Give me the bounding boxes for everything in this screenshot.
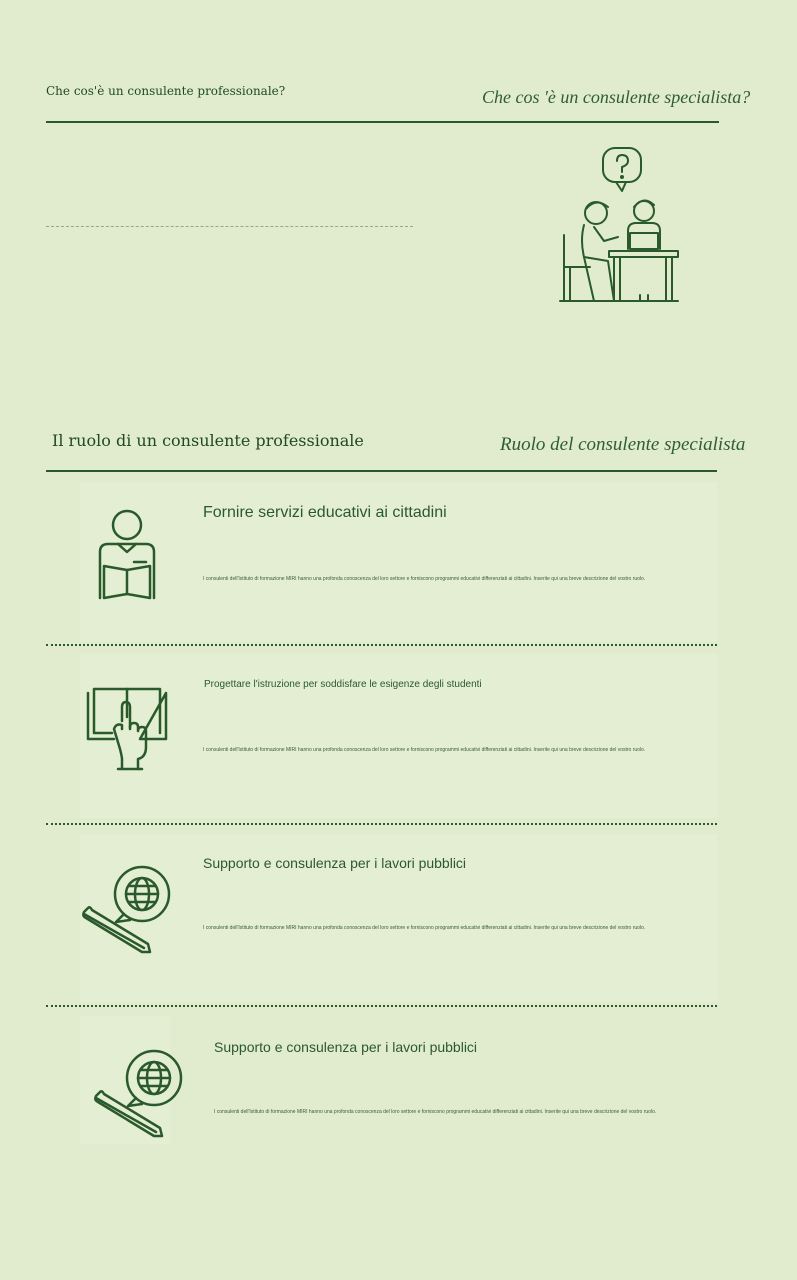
section1-title: Che cos'è un consulente professionale? <box>46 84 286 98</box>
person-reading-icon <box>96 508 158 602</box>
section2-script-title: Ruolo del consulente specialista <box>500 434 746 455</box>
section1-script-title: Che cos 'è un consulente specialista? <box>482 87 751 107</box>
role-title: Supporto e consulenza per i lavori pubblici <box>203 855 467 871</box>
role-description: I consulenti dell'Istituto di formazione MIRI hanno una profonda conoscenza del loro settore e forniscono programmi educativi differenziati ai cittadini. Inserite qui una breve descrizione del vostro ruolo. <box>203 925 646 931</box>
section1-divider <box>46 121 719 123</box>
placeholder-line <box>46 226 413 227</box>
role-divider <box>46 1005 717 1007</box>
book-hand-icon <box>86 687 168 771</box>
role-title: Fornire servizi educativi ai cittadini <box>203 504 447 521</box>
role-divider <box>46 644 717 646</box>
role-description: I consulenti dell'Istituto di formazione MIRI hanno una profonda conoscenza del loro settore e forniscono programmi educativi differenziati ai cittadini. Inserite qui una breve descrizione del vostro ruolo. <box>203 747 646 753</box>
role-title: Supporto e consulenza per i lavori pubblici <box>214 1039 478 1055</box>
role-description: I consulenti dell'Istituto di formazione MIRI hanno una profonda conoscenza del loro settore e forniscono programmi educativi differenziati ai cittadini. Inserite qui una breve descrizione del vostro ruolo. <box>203 576 646 582</box>
role-description: I consulenti dell'Istituto di formazione MIRI hanno una profonda conoscenza del loro settore e forniscono programmi educativi differenziati ai cittadini. Inserite qui una breve descrizione del vostro ruolo. <box>214 1109 657 1115</box>
consultation-illustration-icon <box>556 145 684 307</box>
globe-pencil-icon <box>92 1048 186 1140</box>
role-divider <box>46 823 717 825</box>
role-title: Progettare l'istruzione per soddisfare le esigenze degli studenti <box>204 679 482 690</box>
section2-divider <box>46 470 717 472</box>
section2-title: Il ruolo di un consulente professionale <box>52 431 364 450</box>
globe-pencil-icon <box>80 864 174 956</box>
